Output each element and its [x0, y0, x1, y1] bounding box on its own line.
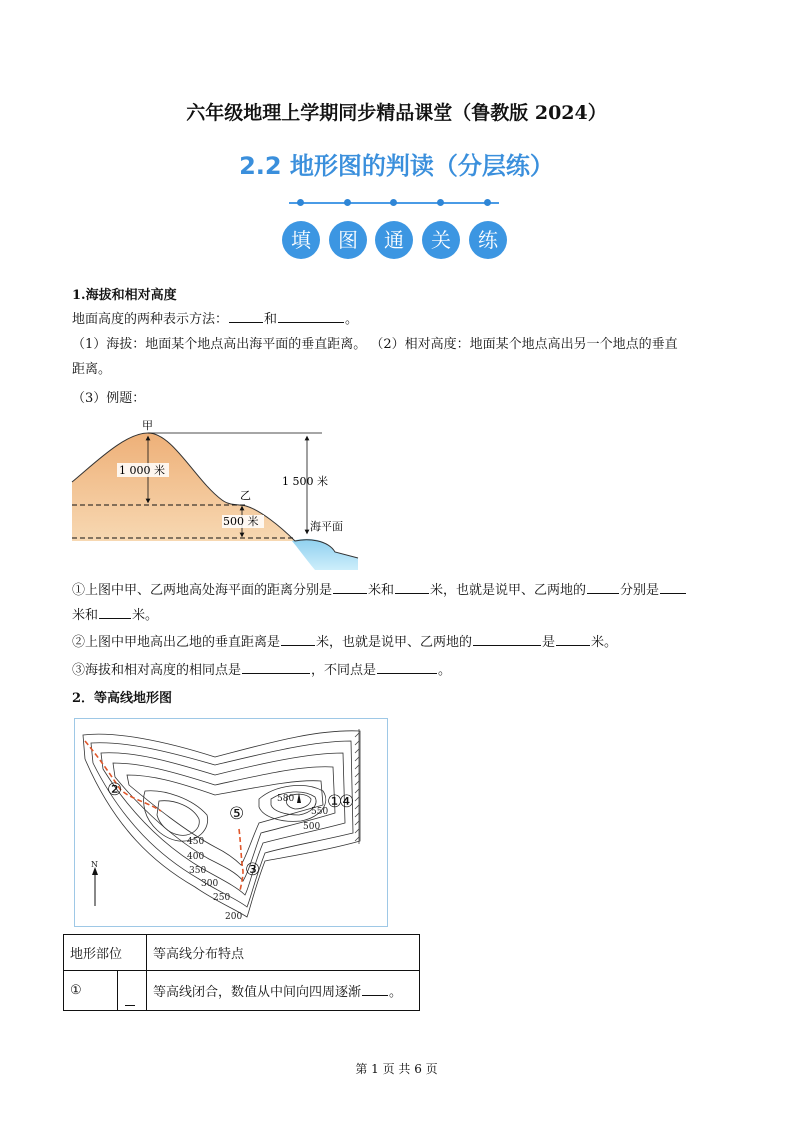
map-marker-2: ② — [107, 780, 123, 800]
text: 。 — [438, 663, 452, 678]
text: ②上图中甲地高出乙地的垂直距离是 — [72, 635, 281, 650]
valley-line — [239, 829, 243, 891]
banner-char: 图 — [329, 221, 367, 259]
text: ，不同点是 — [311, 663, 377, 678]
answer-blank[interactable] — [377, 660, 437, 674]
contour-label-250: 250 — [213, 893, 231, 903]
table-row — [64, 971, 420, 1011]
map-marker-3: ③ — [245, 860, 261, 880]
answer-blank[interactable] — [278, 309, 344, 323]
text: 米和 — [72, 608, 99, 623]
lesson-title: 2.2 地形图的判读（分层练） — [239, 152, 554, 180]
contour-map-svg — [75, 719, 387, 926]
text: 米，也就是说甲、乙两地的 — [430, 583, 587, 598]
table-cell: ① — [64, 971, 118, 1011]
answer-blank[interactable] — [473, 632, 541, 646]
question-1 — [72, 580, 687, 601]
text: ①上图中甲、乙两地高处海平面的距离分别是 — [72, 583, 333, 598]
banner-char: 通 — [375, 221, 413, 259]
banner-dot — [344, 199, 351, 206]
answer-blank[interactable] — [556, 632, 590, 646]
text: 米。 — [591, 635, 618, 650]
text: 米。 — [132, 608, 159, 623]
contour-label-580: 580 — [277, 794, 295, 804]
answer-blank[interactable] — [125, 992, 135, 1006]
text: 米和 — [368, 583, 395, 598]
page-footer: 第 1 页 共 6 页 — [355, 1062, 438, 1076]
answer-blank[interactable] — [281, 632, 315, 646]
ridge-line — [85, 741, 161, 811]
answer-blank[interactable] — [362, 982, 388, 996]
example-label: （3）例题： — [72, 391, 146, 406]
banner-dot — [390, 199, 397, 206]
answer-blank[interactable] — [242, 660, 310, 674]
contour-label-200: 200 — [225, 912, 243, 922]
banner-dot — [437, 199, 444, 206]
map-marker-1: ① — [327, 792, 343, 812]
map-marker-5: ⑤ — [229, 804, 245, 824]
banner-dot — [297, 199, 304, 206]
text: 。 — [389, 985, 403, 1000]
table-cell — [147, 971, 420, 1011]
contour-label-350: 350 — [189, 866, 207, 876]
text: 是 — [542, 635, 556, 650]
text: 米，也就是说甲、乙两地的 — [316, 635, 473, 650]
question-3 — [72, 660, 451, 681]
table-header-cell: 地形部位 — [64, 935, 147, 971]
height-label-1000: 1 000 米 — [119, 464, 165, 477]
contour-label-500: 500 — [303, 822, 321, 832]
definitions-line: （1）海拔：地面某个地点高出海平面的垂直距离。 （2）相对高度：地面某个地点高出另一个地点的垂直 — [72, 337, 678, 352]
section-2-heading: 2．等高线地形图 — [72, 691, 173, 706]
text: 分别是 — [620, 583, 660, 598]
sea-level-label: 海平面 — [310, 520, 343, 533]
text: 等高线闭合，数值从中间向四周逐渐 — [153, 985, 362, 1000]
header-title: 六年级地理上学期同步精品课堂（鲁教版 2024） — [186, 102, 607, 124]
contour-map — [74, 718, 388, 927]
answer-blank[interactable] — [660, 580, 686, 594]
question-1-cont — [72, 605, 158, 626]
contour-label-550: 550 — [311, 807, 329, 817]
point-yi-label: 乙 — [240, 489, 251, 502]
text: 地面高度的两种表示方法： — [72, 312, 229, 327]
contour-label-450: 450 — [187, 837, 205, 847]
table-header-cell: 等高线分布特点 — [147, 935, 420, 971]
banner-char: 填 — [282, 221, 320, 259]
table-row — [64, 935, 420, 971]
height-label-1500: 1 500 米 — [282, 475, 328, 488]
north-label: N — [91, 860, 98, 869]
banner-char: 练 — [469, 221, 507, 259]
banner-dot — [484, 199, 491, 206]
section-banner — [283, 196, 505, 264]
section-1-heading: 1.海拔和相对高度 — [72, 288, 177, 303]
altitude-diagram — [70, 418, 365, 573]
question-2 — [72, 632, 617, 653]
height-label-500: 500 米 — [223, 515, 259, 528]
answer-blank[interactable] — [229, 309, 263, 323]
text: 。 — [345, 312, 359, 327]
contour-label-400: 400 — [187, 852, 205, 862]
text: ③海拔和相对高度的相同点是 — [72, 663, 242, 678]
point-jia-label: 甲 — [142, 419, 153, 432]
answer-blank[interactable] — [99, 605, 131, 619]
answer-blank[interactable] — [395, 580, 429, 594]
definitions-line-cont: 距离。 — [72, 362, 112, 377]
text: 和 — [264, 312, 278, 327]
map-marker-4: ④ — [339, 792, 355, 812]
banner-char: 关 — [422, 221, 460, 259]
contour-label-300: 300 — [201, 879, 219, 889]
answer-blank[interactable] — [333, 580, 367, 594]
table-cell[interactable] — [118, 971, 147, 1011]
methods-line — [72, 309, 358, 330]
terrain-table — [63, 934, 420, 1011]
answer-blank[interactable] — [587, 580, 619, 594]
